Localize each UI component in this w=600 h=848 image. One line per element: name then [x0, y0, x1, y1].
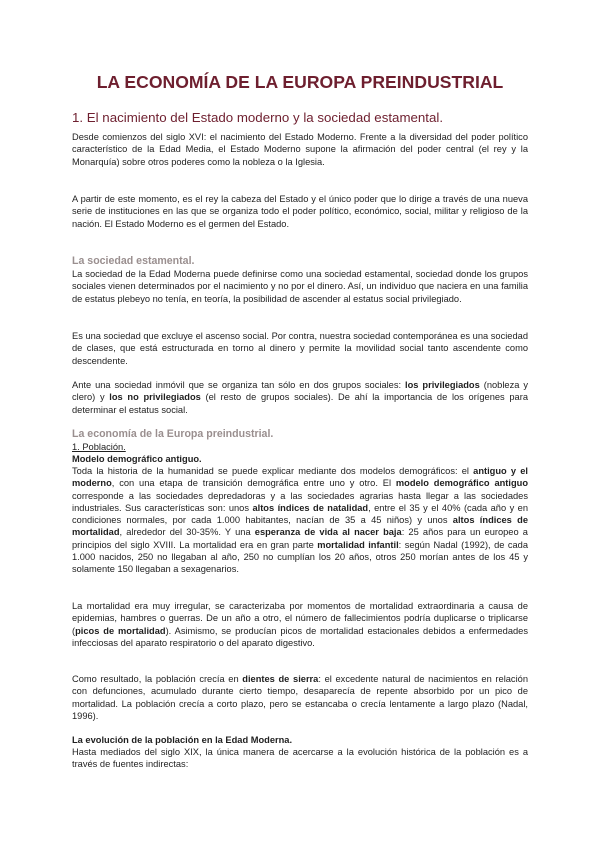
subsection-title-economia: La economía de la Europa preindustrial.	[72, 428, 274, 440]
label-modelo-demografico: Modelo demográfico antiguo.	[72, 454, 202, 464]
document-title: LA ECONOMÍA DE LA EUROPA PREINDUSTRIAL	[96, 72, 504, 92]
paragraph-dientes-de-sierra: Como resultado, la población crecía en dientes de sierra: el excedente natural de nacimientos en relación con defunciones, acumulado durante cierto tiempo, desaparecía de repente absorbido por un pico de mortalidad. La población crecía a corto plazo, pero se estancaba o crecía lentamente a largo plazo (Nadal, 1996).	[72, 674, 528, 721]
paragraph-mortalidad: La mortalidad era muy irregular, se caracterizaba por momentos de mortalidad extraordinaria a causa de epidemias, hambres o guerras. De un año a otro, el número de fallecimientos podría duplicarse o triplicarse (picos de mortalidad). Asimismo, se producían picos de mortalidad estacionales debidos a enfermedades infecciosas del aparato respiratorio o del aparato digestivo.	[72, 601, 529, 648]
paragraph-sociedad-1: La sociedad de la Edad Moderna puede definirse como una sociedad estamental, sociedad donde los grupos sociales vienen determinados por el nacimiento y no por el dinero. Así, un individuo que naciera en una familia de estatus plebeyo no tenía, en teoría, la posibilidad de ascender al estatus social privilegiado.	[72, 269, 528, 304]
label-evolucion-poblacion: La evolución de la población en la Edad Moderna.	[72, 735, 293, 745]
subsection-title-sociedad-estamental: La sociedad estamental.	[72, 255, 195, 267]
section-title-estado-moderno: 1. El nacimiento del Estado moderno y la sociedad estamental.	[72, 110, 444, 125]
label-poblacion: 1. Población.	[72, 442, 126, 452]
paragraph-modelo-demografico: Toda la historia de la humanidad se puede explicar mediante dos modelos demográficos: el antiguo y el moderno, con una etapa de transición demográfica entre uno y otro. El modelo demográfico antiguo corresponde a las sociedades depredadoras y a las sociedades agrarias hasta llegar a las sociedades industriales. Sus características son: unos altos índices de natalidad, entre el 35 y el 40% (cada año y en condiciones normales, por cada 1.000 habitantes, nacían de 35 a 45 niños) y unos altos índices de mortalidad, alrededor del 30-35%. Y una esperanza de vida al nacer baja: 25 años para un europeo a principios del siglo XVIII. La mortalidad era en gran parte mortalidad infantil: según Nadal (1992), de cada 1.000 nacidos, 250 no llegaban al año, 250 no cumplían los 20 años, otros 250 morían antes de los 45 y solamente 150 llegaban a sexagenarios.	[72, 466, 529, 575]
paragraph-estado-moderno-2: A partir de este momento, es el rey la cabeza del Estado y el único poder que lo dirige a través de una nueva serie de instituciones en las que se organiza todo el poder político, económico, social, militar y religioso de la nación. El Estado Moderno es el germen del Estado.	[72, 194, 528, 229]
paragraph-evolucion-poblacion: Hasta mediados del siglo XIX, la única manera de acercarse a la evolución histórica de la población es a través de fuentes indirectas:	[72, 747, 528, 770]
paragraph-sociedad-3: Ante una sociedad inmóvil que se organiza tan sólo en dos grupos sociales: los privilegiados (nobleza y clero) y los no privilegiados (el resto de grupos sociales). De ahí la importancia de los orígenes para determinar el estatus social.	[72, 380, 528, 415]
paragraph-sociedad-2: Es una sociedad que excluye el ascenso social. Por contra, nuestra sociedad contemporánea es una sociedad de clases, que está estructurada en torno al dinero y permite la movilidad social tanto ascendente como descendente.	[72, 331, 528, 366]
paragraph-estado-moderno-1: Desde comienzos del siglo XVI: el nacimiento del Estado Moderno. Frente a la diversidad del poder político característico de la Edad Media, el Estado Moderno supone la afirmación del poder central (el rey y la Monarquía) sobre otros poderes como la nobleza o la Iglesia.	[72, 132, 528, 167]
